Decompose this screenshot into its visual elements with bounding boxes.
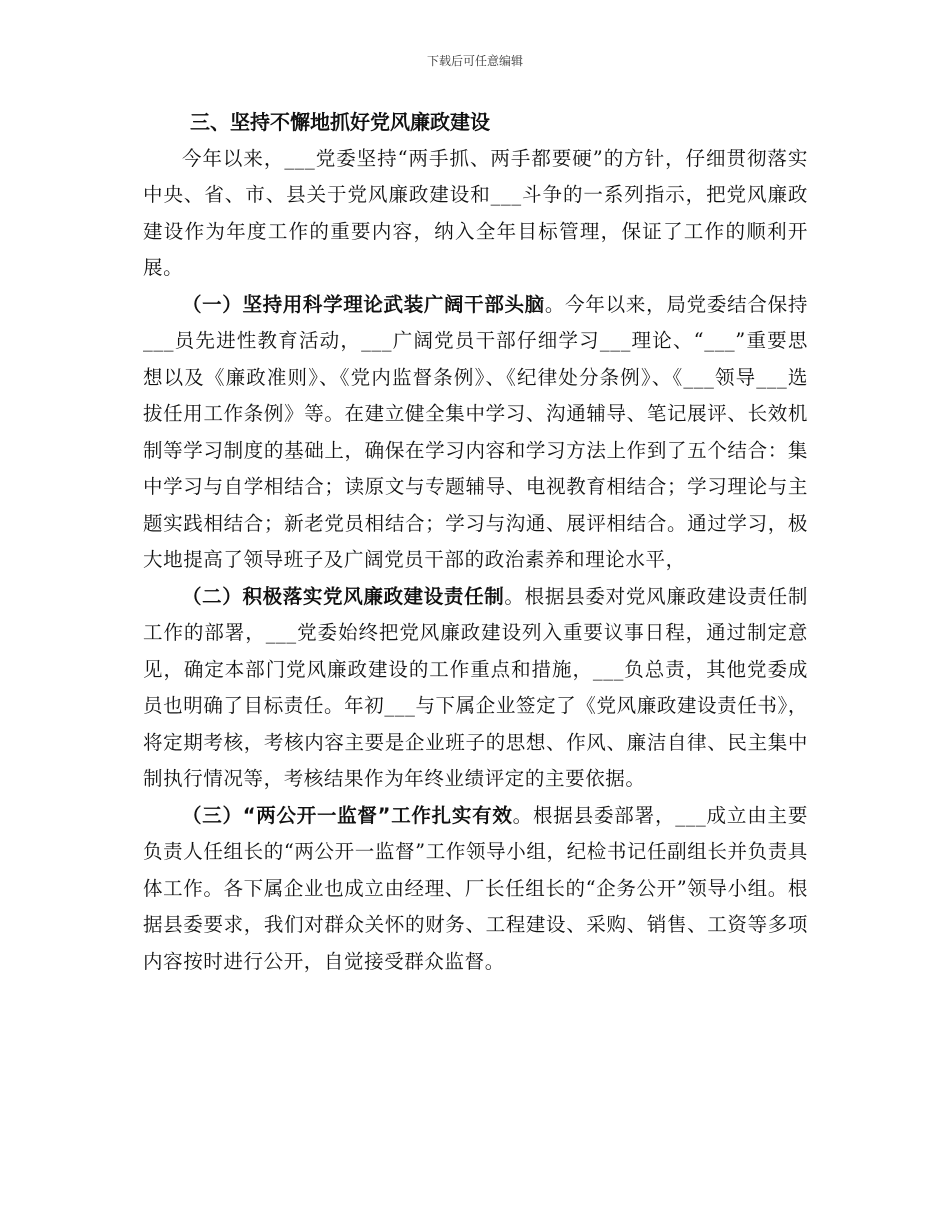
document-body: [143, 104, 808, 980]
paragraph-lead: （二）积极落实党风廉政建设责任制: [182, 584, 505, 608]
paragraph-theory-study: [143, 287, 808, 579]
paragraph-text: 今年以来，___党委坚持“两手抓、两手都要硬”的方针，仔细贯彻落实中央、省、市、县关于党风廉政建设和___斗争的一系列指示，把党风廉政建设作为年度工作的重要内容，纳入全年目标管理，保证了工作的顺利开展。: [143, 146, 808, 279]
paragraph-responsibility-system: [143, 579, 808, 798]
page-header-note: 下载后可任意编辑: [426, 54, 523, 68]
section-heading: 三、坚持不懈地抓好党风廉政建设: [190, 110, 490, 134]
paragraph-intro: [143, 141, 808, 287]
paragraph-lead: （三）“两公开一监督”工作扎实有效: [182, 803, 513, 827]
paragraph-text: 。今年以来，局党委结合保持___员先进性教育活动，___广阔党员干部仔细学习___理论、“___”重要思想以及《廉政准则》、《党内监督条例》、《纪律处分条例》、《___领导___选拔任用工作条例》等。在建立健全集中学习、沟通辅导、笔记展评、长效机制等学习制度的基础上，确保在学习内容和学习方法上作到了五个结合：集中学习与自学相结合；读原文与专题辅导、电视教育相结合；学习理论与主题实践相结合；新老党员相结合；学习与沟通、展评相结合。通过学习，极大地提高了领导班子及广阔党员干部的政治素养和理论水平，: [143, 292, 808, 571]
paragraph-text: 。根据县委部署，___成立由主要负责人任组长的“两公开一监督”工作领导小组，纪检书记任副组长并负责具体工作。各下属企业也成立由经理、厂长任组长的“企务公开”领导小组。根据县委要求，我们对群众关怀的财务、工程建设、采购、销售、工资等多项内容按时进行公开，自觉接受群众监督。: [143, 803, 808, 973]
paragraph-text: 。根据县委对党风廉政建设责任制工作的部署，___党委始终把党风廉政建设列入重要议事日程，通过制定意见，确定本部门党风廉政建设的工作重点和措施，___负总责，其他党委成员也明确了目标责任。年初___与下属企业签定了《党风廉政建设责任书》，将定期考核，考核内容主要是企业班子的思想、作风、廉洁自律、民主集中制执行情况等，考核结果作为年终业绩评定的主要依据。: [143, 584, 808, 790]
paragraph-lead: （一）坚持用科学理论武装广阔干部头脑: [182, 292, 545, 316]
paragraph-two-publicity-one-supervision: [143, 798, 808, 981]
